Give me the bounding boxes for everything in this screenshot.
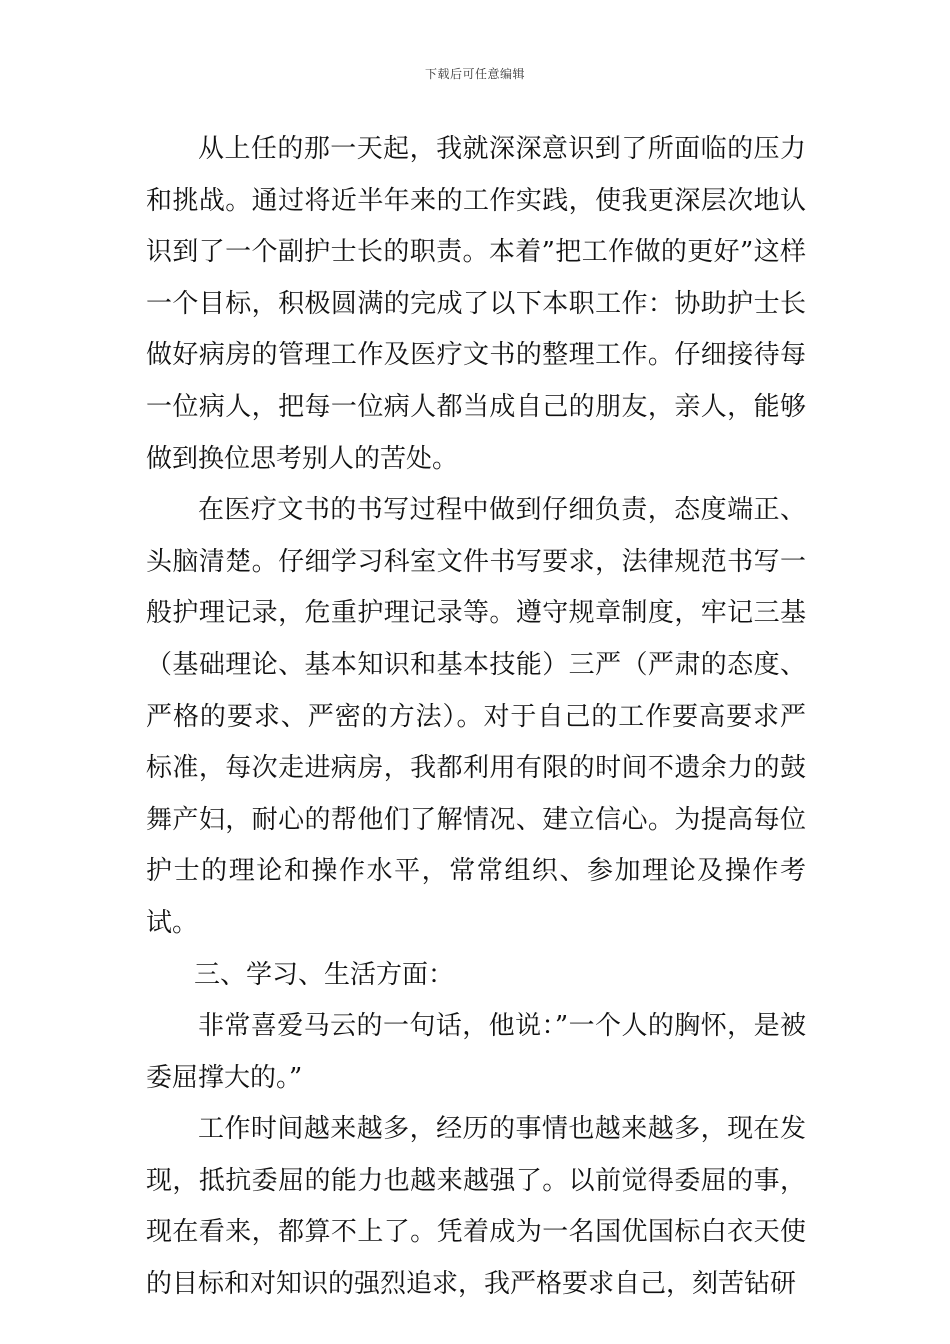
paragraph-4: 工作时间越来越多，经历的事情也越来越多，现在发现，抵抗委屈的能力也越来越强了。以前觉得委屈的事，现在看来，都算不上了。凭着成为一名国优国标白衣天使的目标和对知识的强烈追求，我严格要求自己，刻苦钻研 — [146, 1114, 806, 1300]
page-header: 下载后可任意编辑 — [424, 67, 525, 81]
section-heading: 三、学习、生活方面： — [194, 959, 455, 990]
paragraph-3: 非常喜爱马云的一句话，他说：”一个人的胸怀，是被委屈撑大的。” — [146, 1011, 806, 1093]
document-body — [146, 124, 806, 1311]
paragraph-1: 从上任的那一天起，我就深深意识到了所面临的压力和挑战。通过将近半年来的工作实践，使我更深层次地认识到了一个副护士长的职责。本着”把工作做的更好”这样一个目标，积极圆满的完成了以下本职工作：协助护士长做好病房的管理工作及医疗文书的整理工作。仔细接待每一位病人，把每一位病人都当成自己的朋友，亲人，能够做到换位思考别人的苦处。 — [146, 134, 806, 474]
paragraph-2: 在医疗文书的书写过程中做到仔细负责，态度端正、头脑清楚。仔细学习科室文件书写要求，法律规范书写一般护理记录，危重护理记录等。遵守规章制度，牢记三基（基础理论、基本知识和基本技能）三严（严肃的态度、严格的要求、严密的方法）。对于自己的工作要高要求严标准，每次走进病房，我都利用有限的时间不遗余力的鼓舞产妇，耐心的帮他们了解情况、建立信心。为提高每位护士的理论和操作水平，常常组织、参加理论及操作考试。 — [146, 495, 806, 938]
